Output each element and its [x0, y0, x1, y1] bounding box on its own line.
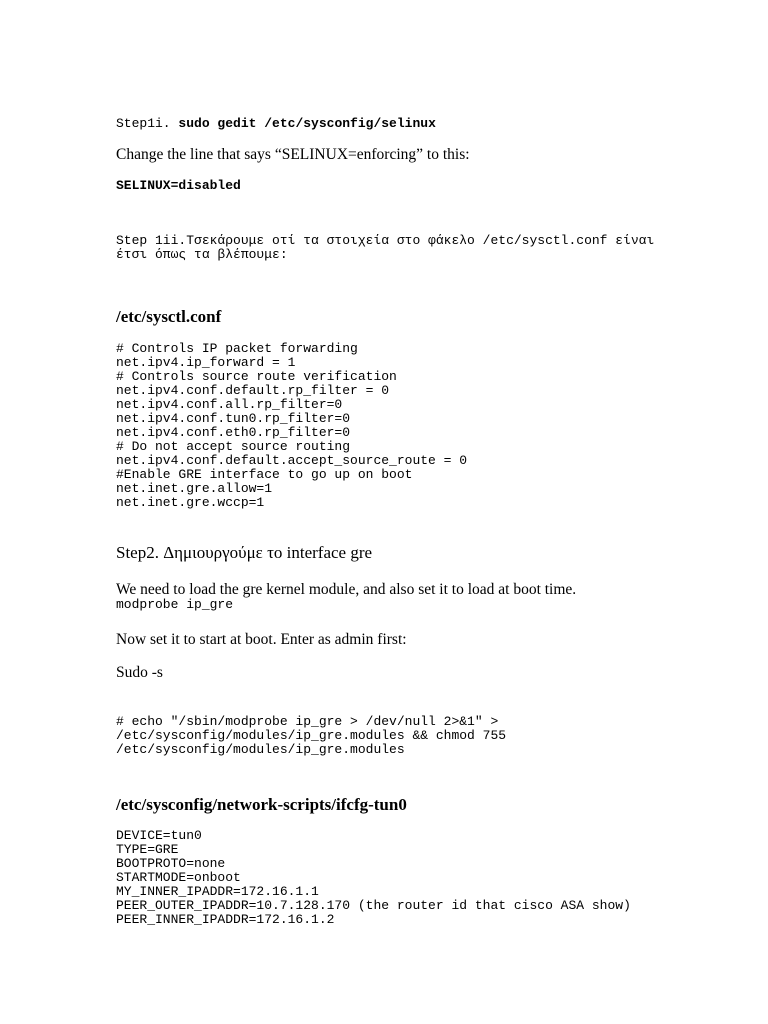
ifcfg-heading: /etc/sysconfig/network-scripts/ifcfg-tun0 — [116, 795, 407, 814]
selinux-value: SELINUX=disabled — [116, 178, 241, 193]
code-line: #Enable GRE interface to go up on boot — [116, 467, 413, 482]
code-line: net.ipv4.conf.tun0.rp_filter=0 — [116, 411, 351, 426]
sudo-s-text: Sudo -s — [116, 664, 163, 681]
code-line: PEER_OUTER_IPADDR=10.7.128.170 (the router id that cisco ASA show) — [116, 898, 631, 913]
code-line: /etc/sysconfig/modules/ip_gre.modules — [116, 742, 405, 757]
code-line: MY_INNER_IPADDR=172.16.1.1 — [116, 884, 319, 899]
step1i-prefix: Step1i. — [116, 116, 179, 131]
step1i-command: sudo gedit /etc/sysconfig/selinux — [178, 116, 436, 131]
set-boot-text: Now set it to start at boot. Enter as admin first: — [116, 631, 407, 648]
code-line: STARTMODE=onboot — [116, 870, 241, 885]
code-line: net.inet.gre.allow=1 — [116, 481, 273, 496]
step1i-line — [116, 114, 436, 132]
code-line: net.ipv4.conf.default.accept_source_route = 0 — [116, 453, 468, 468]
code-line: net.ipv4.conf.eth0.rp_filter=0 — [116, 425, 351, 440]
code-line: TYPE=GRE — [116, 842, 179, 857]
sysctl-code-block — [116, 342, 467, 510]
code-line: net.ipv4.conf.default.rp_filter = 0 — [116, 383, 390, 398]
modprobe-command: modprobe ip_gre — [116, 597, 234, 612]
step1ii-text — [116, 234, 654, 262]
code-line: # Controls source route verification — [116, 369, 397, 384]
code-line: BOOTPROTO=none — [116, 856, 226, 871]
code-line: # Controls IP packet forwarding — [116, 341, 358, 356]
sysctl-heading: /etc/sysctl.conf — [116, 307, 222, 326]
step1ii-line-1: Step 1ii.Τσεκάρουμε οτί τα στοιχεία στο φάκελο /etc/sysctl.conf είναι — [116, 233, 655, 248]
code-line: net.ipv4.ip_forward = 1 — [116, 355, 296, 370]
code-line: # Do not accept source routing — [116, 439, 351, 454]
step1ii-line-2: έτσι όπως τα βλέπουμε: — [116, 247, 288, 262]
code-line: # echo "/sbin/modprobe ip_gre > /dev/null 2>&1" > — [116, 714, 499, 729]
ifcfg-code-block — [116, 829, 631, 927]
load-module-text: We need to load the gre kernel module, and also set it to load at boot time. — [116, 581, 577, 598]
change-line-instruction: Change the line that says “SELINUX=enforcing” to this: — [116, 146, 470, 163]
code-line: net.ipv4.conf.all.rp_filter=0 — [116, 397, 343, 412]
code-line: DEVICE=tun0 — [116, 828, 202, 843]
code-line: PEER_INNER_IPADDR=172.16.1.2 — [116, 912, 335, 927]
step2-heading: Step2. Δημιουργούμε το interface gre — [116, 543, 373, 562]
echo-code-block — [116, 715, 506, 757]
code-line: net.inet.gre.wccp=1 — [116, 495, 265, 510]
code-line: /etc/sysconfig/modules/ip_gre.modules && chmod 755 — [116, 728, 507, 743]
